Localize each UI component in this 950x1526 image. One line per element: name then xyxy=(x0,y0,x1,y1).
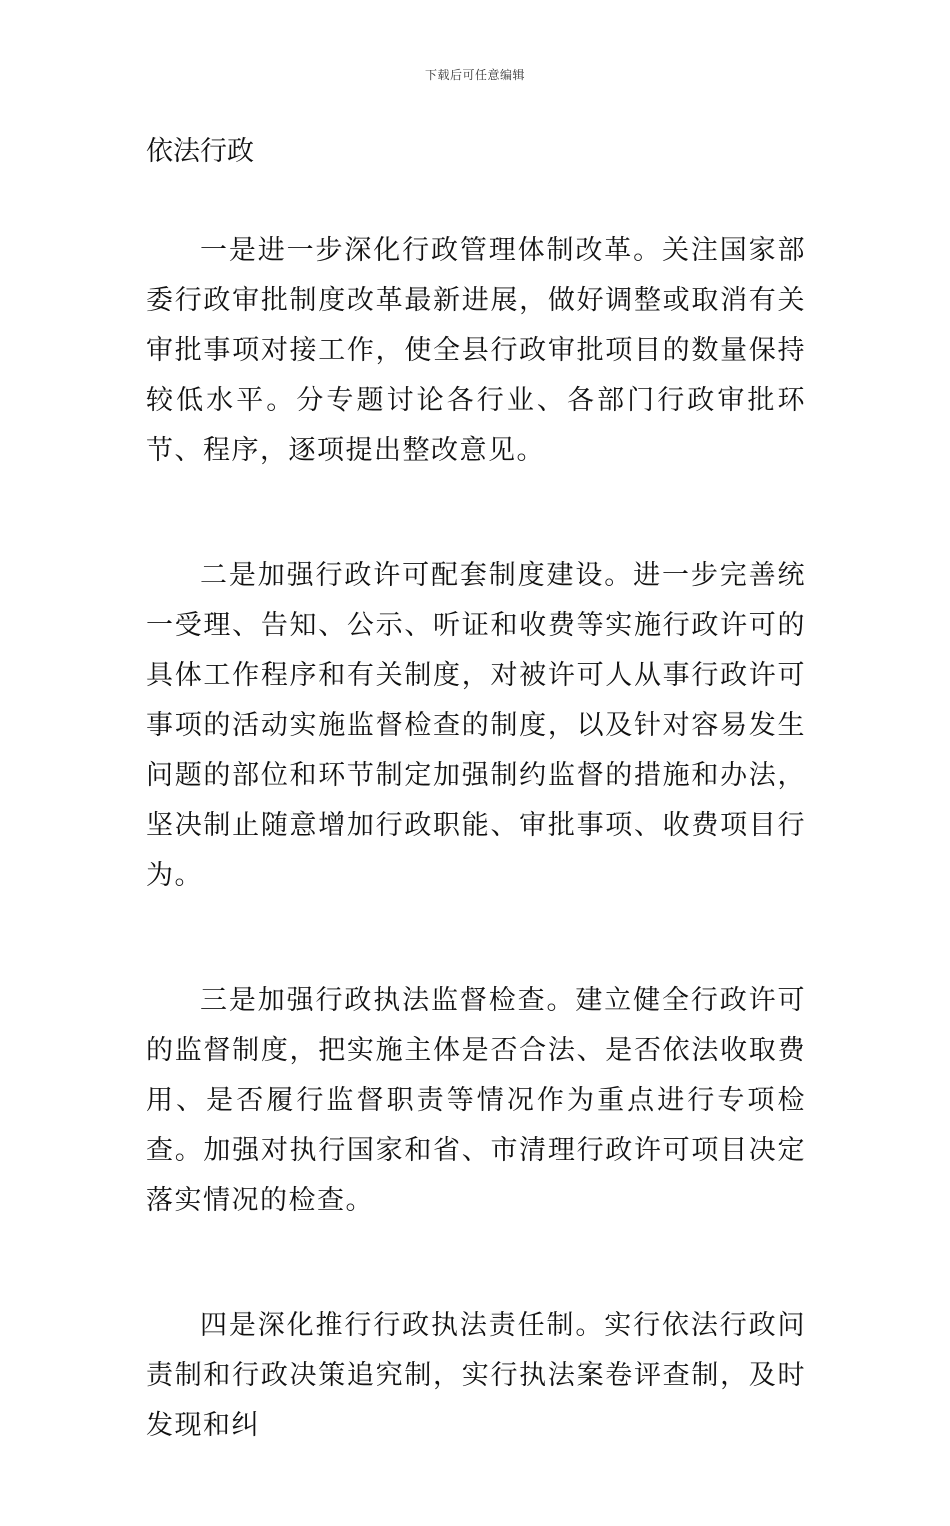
document-title: 依法行政 xyxy=(146,136,254,167)
paragraph-3: 三是加强行政执法监督检查。建立健全行政许可的监督制度，把实施主体是否合法、是否依法收取费用、是否履行监督职责等情况作为重点进行专项检查。加强对执行国家和省、市清理行政许可项目决定落实情况的检查。 xyxy=(146,985,806,1216)
header-note: 下载后可任意编辑 xyxy=(424,68,525,82)
document-body xyxy=(146,226,806,1526)
paragraph-1: 一是进一步深化行政管理体制改革。关注国家部委行政审批制度改革最新进展，做好调整或取消有关审批事项对接工作，使全县行政审批项目的数量保持较低水平。分专题讨论各行业、各部门行政审批环节、程序，逐项提出整改意见。 xyxy=(146,235,806,466)
paragraph-2: 二是加强行政许可配套制度建设。进一步完善统一受理、告知、公示、听证和收费等实施行政许可的具体工作程序和有关制度，对被许可人从事行政许可事项的活动实施监督检查的制度，以及针对容易发生问题的部位和环节制定加强制约监督的措施和办法，坚决制止随意增加行政职能、审批事项、收费项目行为。 xyxy=(146,560,806,891)
paragraph-4: 四是深化推行行政执法责任制。实行依法行政问责制和行政决策追究制，实行执法案卷评查制，及时发现和纠 xyxy=(146,1310,806,1441)
